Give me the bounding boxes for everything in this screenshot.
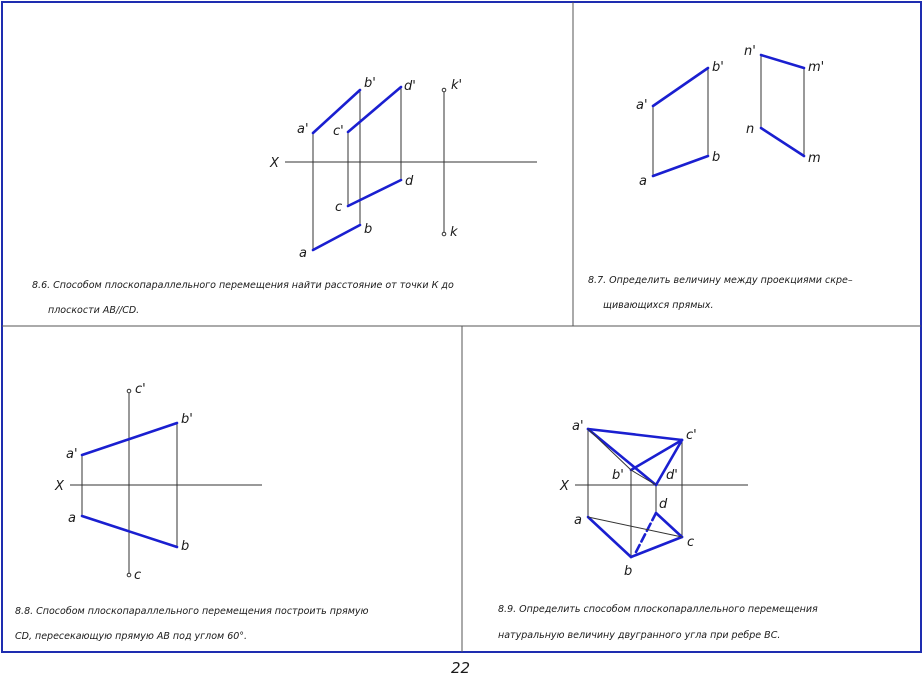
task-8-7-caption-line1: 8.7. Определить величину между проекциями скре– [588,275,853,286]
label-a1: a' [572,419,584,434]
page-number: 22 [451,659,471,677]
frontal-b1d1 [631,470,656,485]
segment-ab [313,225,360,250]
point-c1 [127,389,131,393]
frontal-a1c1 [588,429,682,440]
label-a: a [639,174,647,189]
label-c: c [687,535,695,550]
label-a: a [68,511,76,526]
label-c1: c' [135,382,146,397]
label-n1: n' [744,44,756,59]
horizontal-db [636,513,656,552]
label-c: c [335,200,343,215]
label-c: c [134,568,142,583]
task-8-8-drawing [54,382,262,583]
task-8-6-drawing [269,76,537,261]
horizontal-ac [588,517,682,537]
label-m: m [808,151,821,166]
label-b1: b' [364,76,376,91]
label-c1: c' [686,428,697,443]
label-a1: a' [636,98,648,113]
task-8-6-caption-line2: плоскости АВ//CD. [48,305,140,316]
task-8-9-drawing [559,419,748,579]
segment-ab [653,156,708,176]
label-d: d [405,174,414,189]
label-b: b [364,222,373,237]
task-8-6-caption-line1: 8.6. Способом плоскопараллельного перемещения найти расстояние от точки К до [32,280,454,291]
segment-a1b1 [653,68,708,106]
task-8-9-caption-line2: натуральную величину двугранного угла при ребре ВС. [498,630,781,641]
label-b: b [712,150,721,165]
task-8-8-caption-line2: CD, пересекающую прямую АВ под углом 60°. [15,631,248,642]
label-a: a [299,246,307,261]
label-a: a [574,513,582,528]
horizontal-dc [656,513,682,537]
x-axis-label: X [270,156,279,171]
horizontal-ab [588,517,631,557]
segment-nm [761,128,804,156]
label-b1: b' [712,60,724,75]
point-c [127,573,131,577]
task-8-9-caption-line1: 8.9. Определить способом плоскопараллельного перемещения [498,604,818,615]
label-k: k [450,225,458,240]
point-k1 [442,88,446,92]
segment-cd [348,180,401,206]
segment-n1m1 [761,55,804,68]
label-b1: b' [612,468,624,483]
label-n: n [746,122,755,137]
x-axis-label: X [560,479,569,494]
label-d1: d' [404,79,416,94]
x-axis-label: X [55,479,64,494]
label-b: b [181,539,190,554]
label-b1: b' [181,412,193,427]
label-a1: a' [66,447,78,462]
label-a1: a' [297,122,309,137]
label-m1: m' [808,60,825,75]
label-c1: c' [333,124,344,139]
label-d1: d' [666,468,678,483]
task-8-7-drawing [636,44,824,189]
frontal-a1b1 [588,429,631,470]
label-d: d [659,497,668,512]
point-k [442,232,446,236]
label-k1: k' [451,78,463,93]
task-8-8-caption-line1: 8.8. Способом плоскопараллельного перемещения построить прямую [15,606,369,617]
label-b: b [624,564,633,579]
task-8-7-caption-line2: щивающихся прямых. [603,300,714,311]
